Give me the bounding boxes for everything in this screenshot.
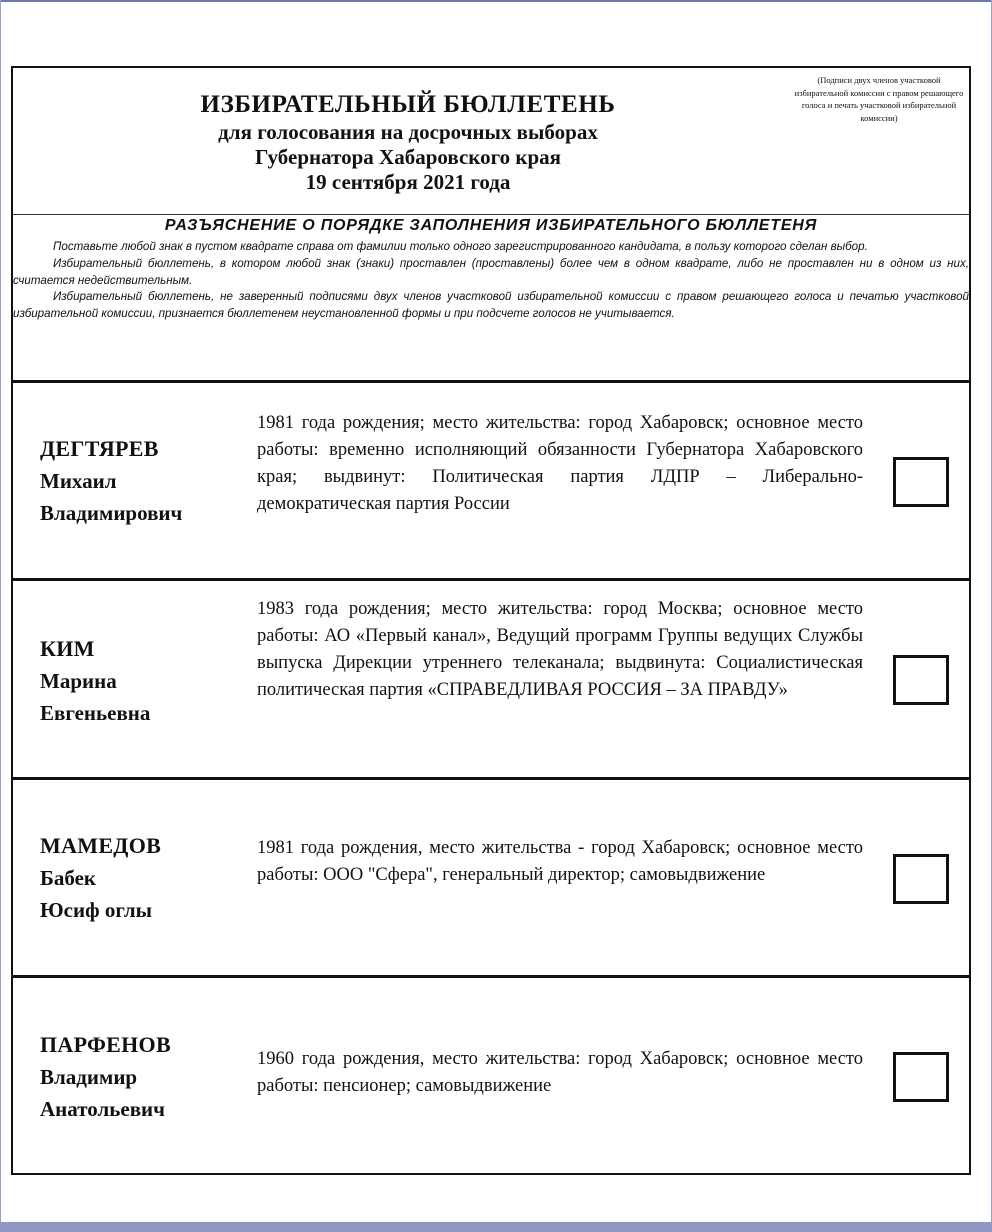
instructions-text (13, 239, 969, 323)
page-top-edge (0, 0, 992, 2)
instruction-paragraph: Поставьте любой знак в пустом квадрате справа от фамилии только одного зарегистрированного кандидата, в пользу которого сделан выбор. (53, 240, 868, 253)
candidate-row (13, 777, 969, 975)
vote-checkbox[interactable] (893, 854, 949, 904)
signature-stamp-note: (Подписи двух членов участковой избирательной комиссии с правом решающего голоса и печать участковой избирательной комиссии) (794, 75, 964, 123)
candidate-info: 1981 года рождения, место жительства - город Хабаровск; основное место работы: ООО "Сфера", генеральный директор; самовыдвижение (257, 838, 863, 885)
candidate-surname: КИМ (40, 636, 95, 661)
candidate-first-name: Марина (40, 669, 117, 693)
instructions (13, 215, 969, 380)
ballot-subtitle-1: для голосования на досрочных выборах (218, 120, 598, 144)
candidate-first-name: Владимир (40, 1065, 138, 1089)
instruction-paragraph: Избирательный бюллетень, в котором любой знак (знаки) проставлен (проставлены) более чем в одном квадрате, либо не проставлен ни в одном из них, считается недействительным. (13, 256, 969, 287)
ballot-subtitle-2: Губернатора Хабаровского края (255, 145, 561, 169)
candidate-row (13, 380, 969, 578)
vote-checkbox[interactable] (893, 655, 949, 705)
candidate-first-name: Бабек (40, 866, 97, 890)
page-left-edge (0, 0, 1, 1232)
ballot-date: 19 сентября 2021 года (305, 170, 511, 194)
vote-checkbox[interactable] (893, 457, 949, 507)
ballot-form (11, 66, 971, 1175)
candidate-row (13, 578, 969, 777)
candidate-first-name: Михаил (40, 469, 117, 493)
candidate-row (13, 975, 969, 1173)
page-bottom-edge (0, 1222, 992, 1232)
candidate-surname: ДЕГТЯРЕВ (40, 436, 159, 461)
candidate-surname: МАМЕДОВ (40, 833, 162, 858)
candidate-patronymic: Владимирович (40, 501, 183, 525)
ballot-title: ИЗБИРАТЕЛЬНЫЙ БЮЛЛЕТЕНЬ (200, 91, 616, 118)
candidate-patronymic: Анатольевич (40, 1097, 165, 1121)
candidate-name (40, 433, 182, 529)
candidate-patronymic: Юсиф оглы (40, 898, 152, 922)
title-block (123, 90, 693, 195)
vote-checkbox[interactable] (893, 1052, 949, 1102)
candidate-info: 1960 года рождения, место жительства: город Хабаровск; основное место работы: пенсионер; самовыдвижение (257, 1049, 863, 1096)
candidate-surname: ПАРФЕНОВ (40, 1032, 171, 1057)
candidate-name (40, 830, 161, 926)
candidate-patronymic: Евгеньевна (40, 701, 151, 725)
candidate-info: 1983 года рождения; место жительства: город Москва; основное место работы: АО «Первый канал», Ведущий программ Группы ведущих Службы выпуска Дирекции утреннего телеканала; выдвинута: Социалистическая политическая партия «СПРАВЕДЛИВАЯ РОССИЯ – ЗА ПРАВДУ» (257, 599, 863, 700)
instruction-paragraph: Избирательный бюллетень, не заверенный подписями двух членов участковой избирательной комиссии с правом решающего голоса и печатью участковой избирательной комиссии, признается бюллетенем неустановленной формы и при подсчете голосов не учитывается. (13, 290, 969, 321)
candidate-info: 1981 года рождения; место жительства: город Хабаровск; основное место работы: временно исполняющий обязанности Губернатора Хабаровского края; выдвинут: Политическая партия ЛДПР – Либерально-демократическая партия России (257, 413, 863, 514)
candidate-name (40, 633, 150, 729)
candidate-name (40, 1029, 171, 1125)
instructions-heading: РАЗЪЯСНЕНИЕ О ПОРЯДКЕ ЗАПОЛНЕНИЯ ИЗБИРАТЕЛЬНОГО БЮЛЛЕТЕНЯ (164, 217, 818, 234)
ballot-header (13, 68, 969, 215)
